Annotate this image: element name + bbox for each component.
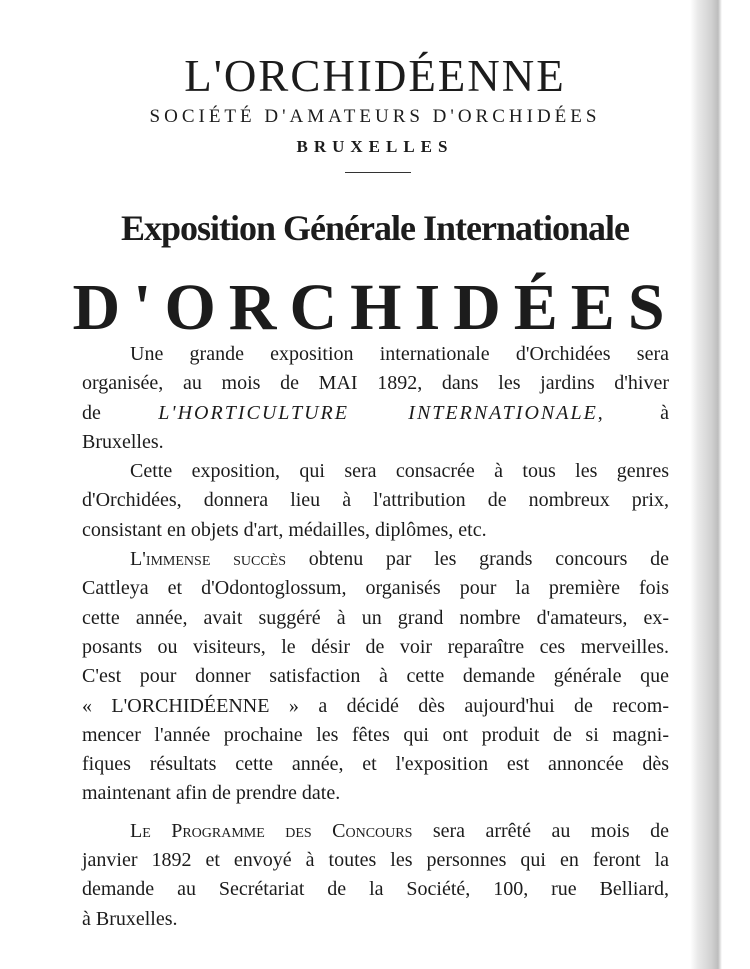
text-segment: d'Orchidées, donnera lieu à l'attribution de nombreux prix, [82, 489, 669, 512]
paragraph [82, 340, 669, 457]
text-segment: posants ou visiteurs, le désir de voir reparaître ces merveilles. [82, 635, 669, 658]
society-name: L'ORCHIDÉENNE [184, 51, 566, 101]
text-line [82, 428, 669, 457]
text-line [82, 875, 669, 904]
text-line [82, 399, 669, 428]
text-segment: obtenu par les grands concours de [286, 548, 669, 571]
society-subtitle: SOCIÉTÉ D'AMATEURS D'ORCHIDÉES [149, 106, 601, 127]
text-line [82, 486, 669, 515]
text-segment: sera arrêté au mois de [412, 819, 669, 842]
text-segment: consistant en objets d'art, médailles, diplômes, etc. [82, 518, 487, 541]
text-line [82, 779, 669, 808]
text-segment: « L'ORCHIDÉENNE » a décidé dès aujourd'hui de recom- [82, 694, 669, 717]
headline-text: Exposition Générale Internationale [121, 208, 629, 248]
text-segment: demande au Secrétariat de la Société, 100, rue Belliard, [82, 878, 669, 901]
divider-rule [345, 172, 411, 173]
text-line [82, 905, 669, 934]
text-segment: mencer l'année prochaine les fêtes qui ont produit de si magni- [82, 723, 669, 746]
paragraph [82, 817, 669, 934]
text-segment: à Bruxelles. [82, 907, 178, 930]
text-line [82, 604, 669, 633]
text-segment: fiques résultats cette année, et l'exposition est annoncée dès [82, 753, 669, 776]
text-segment: cette année, avait suggéré à un grand nombre d'amateurs, ex- [82, 606, 669, 629]
text-segment: L'immense succès [130, 548, 287, 571]
paragraph [82, 545, 669, 809]
text-line [82, 692, 669, 721]
text-segment: maintenant afin de prendre date. [82, 782, 341, 805]
text-line [82, 633, 669, 662]
text-line [82, 721, 669, 750]
headline-orchids: D'ORCHIDÉES [72, 271, 678, 344]
text-segment: L'HORTICULTURE INTERNATIONALE [158, 401, 598, 424]
text-line [82, 369, 669, 398]
text-line [82, 457, 669, 486]
text-line [82, 545, 669, 574]
text-segment: Le Programme des Concours [130, 819, 413, 842]
paragraph [82, 457, 669, 545]
text-line [82, 662, 669, 691]
text-line [82, 750, 669, 779]
text-segment: Bruxelles. [82, 430, 164, 453]
text-segment: Une grande exposition internationale d'Orchidées sera [130, 343, 669, 365]
text-segment: janvier 1892 et envoyé à toutes les personnes qui en feront la [82, 849, 669, 872]
text-segment: , à [597, 401, 669, 424]
text-segment: Cattleya et d'Odontoglossum, organisés pour la première fois [82, 577, 669, 600]
text-segment: de [82, 401, 159, 424]
text-line [82, 817, 669, 846]
paragraph-gap [82, 809, 669, 817]
city: BRUXELLES [296, 137, 454, 156]
headline [0, 198, 750, 268]
text-segment: C'est pour donner satisfaction à cette demande générale que [82, 665, 669, 688]
text-line [82, 846, 669, 875]
text-segment: Cette exposition, qui sera consacrée à tous les genres [130, 460, 669, 483]
text-line [82, 516, 669, 545]
text-line [82, 574, 669, 603]
text-segment: organisée, au mois de MAI 1892, dans les jardins d'hiver [82, 372, 669, 395]
body-text [82, 340, 669, 934]
text-line [82, 340, 669, 369]
